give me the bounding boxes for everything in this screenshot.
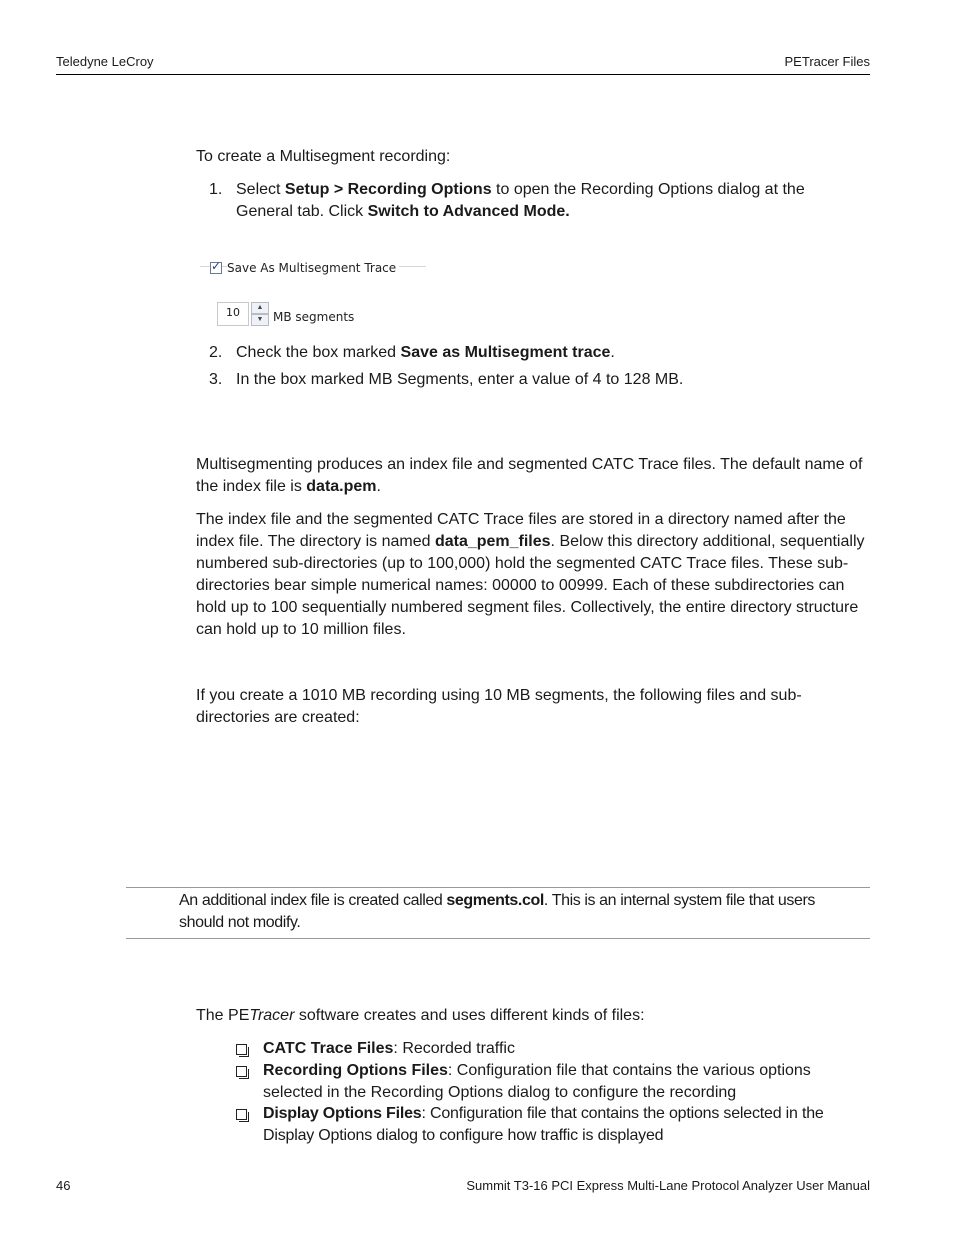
intro-paragraph: To create a Multisegment recording:: [196, 148, 451, 165]
mb-segments-label: MB segments: [273, 310, 355, 324]
checkbox-bullet-icon: [236, 1044, 247, 1055]
list-item: CATC Trace Files: Recorded traffic: [0, 1038, 954, 1060]
mb-segments-input[interactable]: 10: [217, 302, 249, 326]
step-text: Select Setup > Recording Options to open the Recording Options dialog at the General tab. Click Switch to Advanced Mode.: [236, 181, 805, 220]
paragraph-index-file: Multisegmenting produces an index file and segmented CATC Trace files. The default name of the index file is data.pem.: [196, 456, 863, 495]
step-text: Check the box marked Save as Multisegment trace.: [236, 344, 615, 361]
mb-segments-stepper[interactable]: [251, 302, 269, 326]
header-rule: [56, 74, 870, 75]
stepper-down-icon[interactable]: ▼: [251, 314, 269, 326]
step-number: 3.: [209, 371, 223, 388]
checkbox-bullet-icon: [236, 1109, 247, 1120]
checkbox-bullet-icon: [236, 1066, 247, 1077]
list-item: Recording Options Files: Configuration file that contains the various options selected in the Recording Options dialog to configure the recording: [0, 1060, 954, 1104]
page-number: 46: [56, 1178, 71, 1193]
note-top-rule: [126, 887, 870, 888]
running-header-right: PETracer Files: [784, 54, 870, 69]
step-number: 2.: [209, 344, 223, 361]
running-header-left: Teledyne LeCroy: [56, 54, 154, 69]
stepper-up-icon[interactable]: ▲: [251, 302, 269, 314]
check-mark-icon: ✓: [211, 259, 222, 273]
step-number: 1.: [209, 181, 223, 198]
list-item: Display Options Files: Configuration file that contains the options selected in the Display Options dialog to configure how traffic is displayed: [0, 1103, 954, 1147]
paragraph-file-types: The PETracer software creates and uses different kinds of files:: [196, 1007, 645, 1024]
paragraph-example: If you create a 1010 MB recording using 10 MB segments, the following files and sub-directories are created:: [196, 687, 802, 726]
checkbox-label: Save As Multisegment Trace: [227, 261, 399, 275]
manual-title: Summit T3-16 PCI Express Multi-Lane Protocol Analyzer User Manual: [466, 1178, 870, 1193]
note-bottom-rule: [126, 938, 870, 939]
paragraph-directory-structure: The index file and the segmented CATC Trace files are stored in a directory named after the index file. The directory is named data_pem_files. Below this directory additional, sequentially numbered sub-directories (up to 100,000) hold the segmented CATC Trace files. These sub-directories bear simple numerical names: 00000 to 00999. Each of these subdirectories can hold up to 100 sequentially numbered segment files. Collectively, the entire directory structure can hold up to 10 million files.: [196, 511, 865, 638]
note-text: An additional index file is created called segments.col. This is an internal system file that users should not modify.: [179, 892, 816, 931]
step-text: In the box marked MB Segments, enter a value of 4 to 128 MB.: [236, 371, 684, 388]
